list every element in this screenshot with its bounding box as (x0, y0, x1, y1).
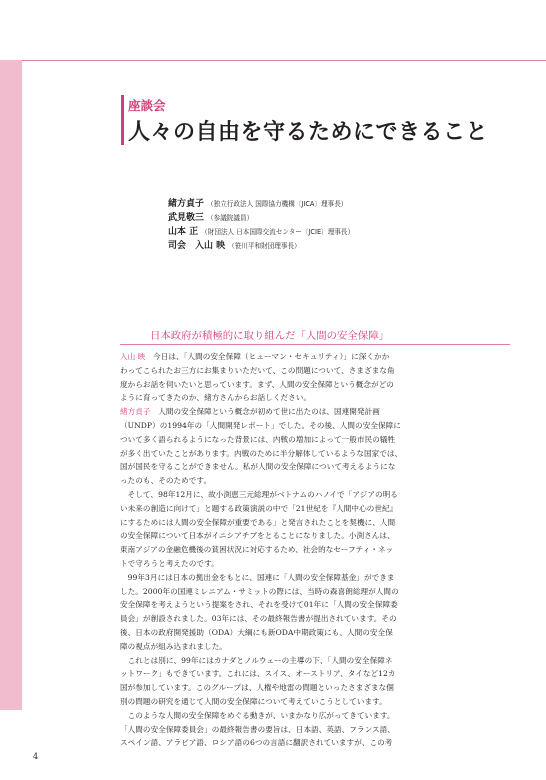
body-line (120, 488, 508, 502)
body-text-line: わってこられたお三方にお集まりいただいて、この問題について、さまざまな角 (120, 365, 395, 375)
article-title: 人々の自由を守るためにできること (128, 120, 489, 145)
body-text-line: 後、日本の政府開発援助（ODA）大綱にも新ODA中期政策にも、人間の安全保 (120, 627, 393, 637)
body-text-line: した。2000年の国連ミレニアム・サミットの際には、当時の森喜朗総理が人間の (120, 586, 399, 596)
participant (168, 239, 354, 253)
section-label: 座談会 (128, 98, 166, 113)
speaker-name: 入山 映 (120, 352, 146, 361)
body-line (120, 447, 508, 461)
body-text-line: にするためには人間の安全保障が重要である」と発言されたことを契機に、人間 (120, 517, 396, 527)
body-text-line: 別の問題の研究を通じて人間の安全保障について考えていこうとしています。 (120, 696, 387, 706)
body-text-line: 員会」が創設されました。03年には、その最終報告書が提出されています。その (120, 614, 397, 624)
body-line (120, 378, 508, 392)
participant (168, 211, 354, 225)
body-line (120, 571, 508, 585)
body-line (120, 543, 508, 557)
header-rule (22, 60, 546, 61)
body-text-line: 東南アジアの金融危機後の貧困状況に対応するため、社会的なセーフティ・ネッ (120, 545, 394, 555)
body-line (120, 612, 508, 626)
body-text-line: 「人間の安全保障委員会」の最終報告書の要旨は、日本語、英語、フランス語、 (120, 724, 395, 734)
body-line (120, 502, 508, 516)
body-text-line: そして、98年12月に、故小渕恵三元総理がベトナムのハノイで「アジアの明る (120, 489, 398, 499)
section-heading: 日本政府が積極的に取り組んだ「人間の安全保障」 (150, 330, 389, 342)
body-text-line: ットワーク」もできています。これには、スイス、オーストリア、タイなど12カ (120, 669, 396, 679)
page-number: 4 (33, 752, 39, 761)
body-line (120, 364, 508, 378)
article-body (120, 350, 508, 750)
body-text-line: 99年3月には日本の拠出金をもとに、国連に「人間の安全保障基金」ができま (120, 572, 395, 582)
body-text-line: 人間の安全保障という概念が初めて世に出たのは、国連開発計画 (150, 407, 380, 417)
section-heading-rule (120, 344, 510, 345)
body-text-line: 安全保障を考えようという提案をされ、それを受けて01年に「人間の安全保障委 (120, 600, 398, 610)
body-line (120, 433, 508, 447)
body-text-line: ように育ってきたのか、緒方さんからお話しください。 (120, 393, 312, 403)
body-line (120, 667, 508, 681)
body-line (120, 391, 508, 405)
body-line (120, 529, 508, 543)
body-line (120, 557, 508, 571)
participant-affiliation: （参議院議員） (207, 214, 254, 222)
body-line (120, 405, 508, 419)
body-line (120, 695, 508, 709)
body-line (120, 626, 508, 640)
body-text-line: い未来の創造に向けて」と題する政策演説の中で「21世紀を『人間中心の世紀』 (120, 503, 398, 513)
body-text-line: このような人間の安全保障をめぐる動きが、いまかなり広がってきています。 (120, 710, 395, 720)
body-line (120, 723, 508, 737)
body-line (120, 654, 508, 668)
body-text-line: が多く出ていたことがあります。内戦のために半分解体しているような国家では、 (120, 448, 403, 458)
speaker-name: 緒方貞子 (120, 407, 151, 417)
body-line (120, 585, 508, 599)
participant-affiliation: （独立行政法人 国際協力機構〔JICA〕理事長） (207, 200, 348, 208)
participant-name: 緒方貞子 (168, 199, 205, 209)
body-line (120, 460, 508, 474)
body-text-line: 今日は、「人間の安全保障（ヒューマン・セキュリティ）」に深くかか (145, 352, 390, 361)
body-line (120, 474, 508, 488)
body-line (120, 640, 508, 654)
body-text-line: 国が参加しています。このグループは、人権や地雷の問題といったさまざまな個 (120, 683, 394, 693)
body-text-line: ったのも、そのためです。 (120, 476, 212, 486)
participant-name: 司会 入山 映 (168, 241, 226, 251)
body-line (120, 709, 508, 723)
body-text-line: スペイン語、アラビア語、ロシア語の6つの言語に翻訳されていますが、この考 (120, 738, 393, 748)
left-color-band (0, 60, 22, 710)
body-text-line: 国が国民を守ることができません。私が人間の安全保障について考えるようにな (120, 462, 396, 472)
body-text-line: トで守ろうと考えたのです。 (120, 558, 219, 568)
participant (168, 197, 354, 211)
body-text-line: これとは別に、99年にはカナダとノルウェーの主導の下、「人間の安全保障ネ (120, 655, 393, 665)
participant-name: 武見敬三 (168, 213, 205, 223)
body-line (120, 598, 508, 612)
body-text-line: の安全保障について日本がイニシアチブをとることになりました。小渕さんは、 (120, 531, 395, 541)
body-text-line: （UNDP）の1994年の「人間開発レポート」でした。その後、人間の安全保障に (120, 420, 401, 430)
body-text-line: 度からお話を伺いたいと思っています。まず、人間の安全保障という概念がどの (120, 379, 394, 389)
body-line (120, 350, 508, 364)
participants-list (168, 197, 354, 253)
participant (168, 225, 354, 239)
participant-affiliation: （財団法人 日本国際交流センター〔JCIE〕理事長） (201, 228, 355, 236)
title-accent-bar (121, 95, 124, 145)
body-text-line: ついて多く語られるようになった背景には、内戦の増加によって一般市民の犠牲 (120, 434, 396, 444)
body-line (120, 681, 508, 695)
body-line (120, 736, 508, 750)
body-line (120, 516, 508, 530)
body-text-line: 障の視点が組み込まれました。 (120, 641, 228, 651)
body-line (120, 419, 508, 433)
participant-name: 山本 正 (168, 227, 199, 237)
participant-affiliation: （笹川平和財団理事長） (228, 242, 301, 250)
